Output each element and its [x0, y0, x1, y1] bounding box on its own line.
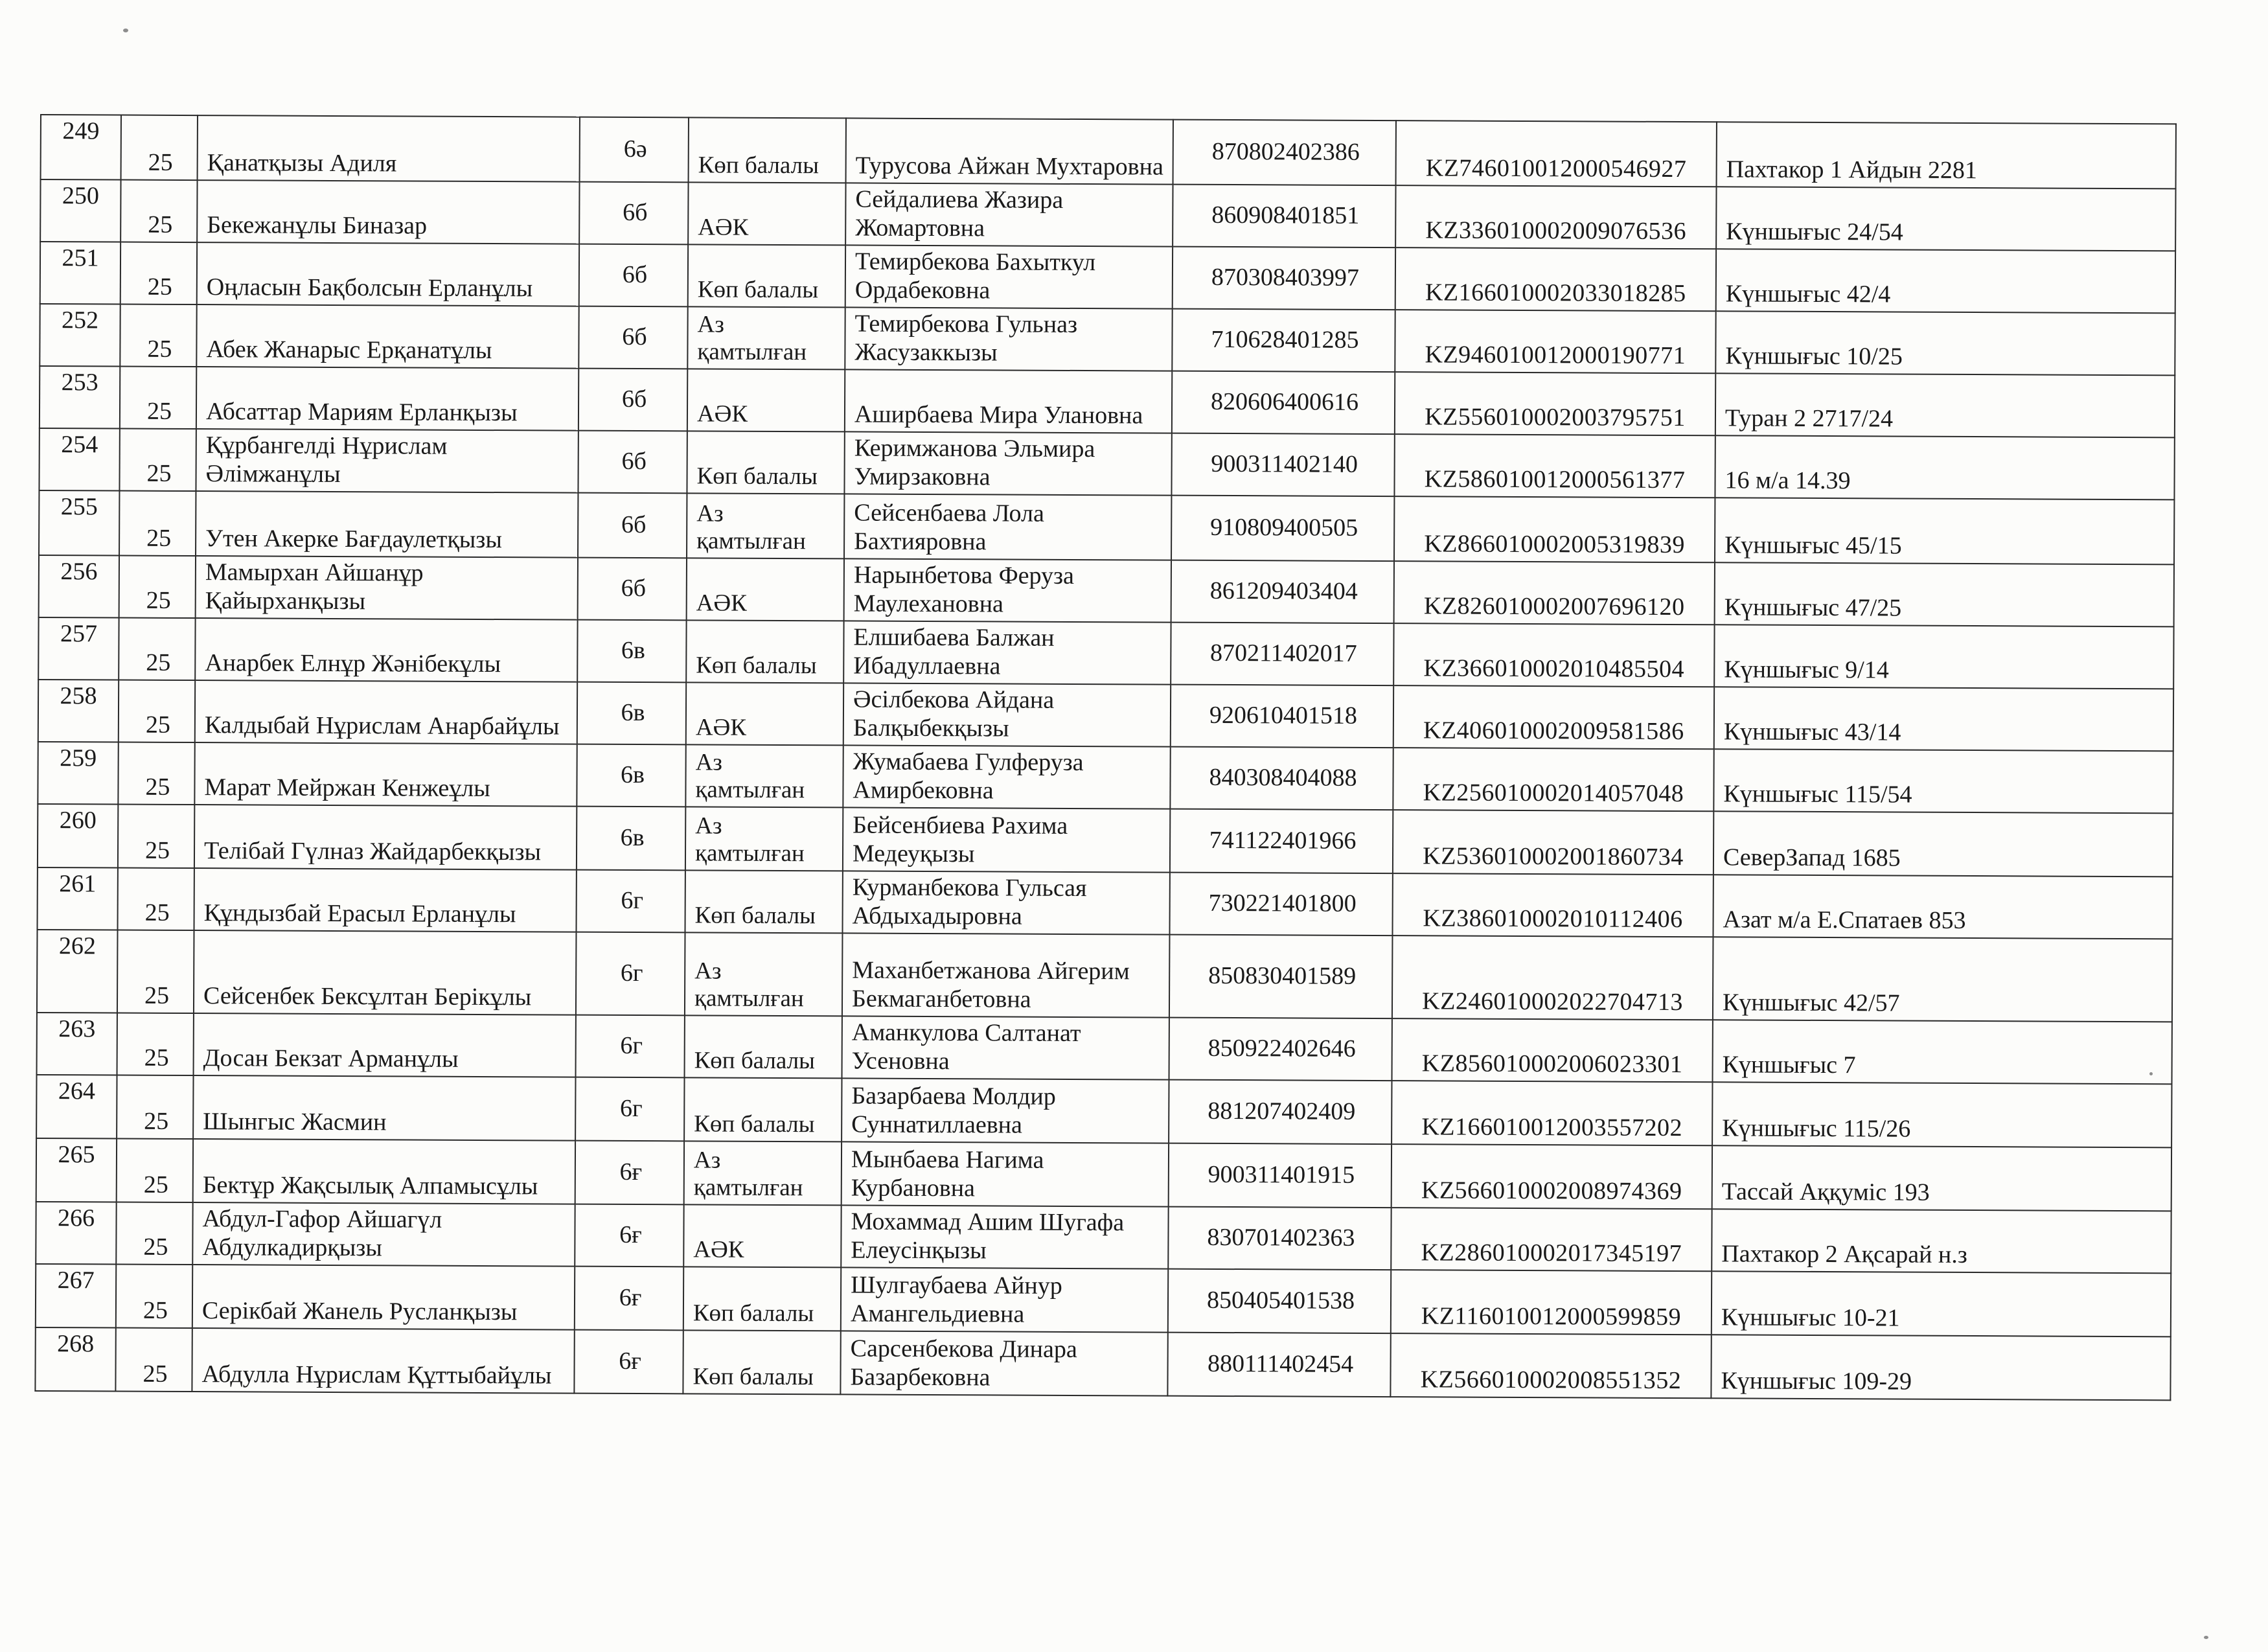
- class-grade: 6б: [579, 182, 688, 245]
- family-status: Көп балалы: [685, 1015, 842, 1078]
- class-grade: 6ғ: [575, 1141, 684, 1205]
- parent-name: Турусова Айжан Мухтаровна: [846, 118, 1173, 184]
- home-address: Күншығыс 115/54: [1713, 749, 2173, 813]
- home-address: Күншығыс 43/14: [1714, 687, 2173, 751]
- group-number: 25: [120, 242, 197, 305]
- home-address: Күншығыс 115/26: [1712, 1082, 2171, 1147]
- row-number: 260: [38, 804, 118, 868]
- bank-account: KZ866010002005319839: [1394, 496, 1715, 562]
- home-address: Тассай Аққуміс 193: [1712, 1145, 2171, 1211]
- parent-name: Темирбекова Бахыткул Ордабековна: [845, 245, 1173, 308]
- bank-account: KZ566010002008551352: [1390, 1333, 1711, 1398]
- home-address: Пахтакор 2 Ақсарай н.з: [1712, 1209, 2171, 1273]
- bank-account: KZ166010012003557202: [1392, 1081, 1712, 1145]
- group-number: 25: [118, 742, 194, 805]
- student-name: Құндызбай Ерасыл Ерланұлы: [194, 868, 577, 932]
- document-sheet: [34, 114, 2175, 1401]
- home-address: 16 м/а 14.39: [1715, 435, 2174, 499]
- table-row: [39, 428, 2174, 499]
- student-name: Калдыбай Нұрислам Анарбайұлы: [195, 680, 577, 744]
- table-row: [36, 1202, 2171, 1273]
- group-number: 25: [115, 1328, 192, 1392]
- family-status: Көп балалы: [687, 431, 844, 494]
- parent-name: Шулгаубаева Айнур Амангельдиевна: [841, 1267, 1168, 1332]
- home-address: Күншығыс 42/4: [1716, 249, 2175, 313]
- parent-iin: 880111402454: [1167, 1333, 1390, 1397]
- parent-iin: 850830401589: [1169, 935, 1393, 1018]
- table-row: [38, 680, 2173, 751]
- group-number: 25: [120, 180, 197, 243]
- parent-name: Аманкулова Салтанат Усеновна: [842, 1016, 1169, 1079]
- family-status: АӘК: [687, 369, 845, 431]
- bank-account: KZ536010002001860734: [1393, 810, 1713, 875]
- row-number: 268: [35, 1327, 115, 1392]
- class-grade: 6г: [576, 932, 685, 1016]
- row-number: 266: [36, 1202, 116, 1265]
- group-number: 25: [119, 429, 196, 492]
- row-number: 253: [40, 366, 120, 429]
- parent-iin: 840308404088: [1170, 747, 1393, 810]
- family-status: АӘК: [686, 682, 843, 745]
- family-status: Аз қамтылған: [687, 306, 845, 369]
- parent-iin: 850922402646: [1169, 1018, 1392, 1081]
- row-number: 258: [38, 680, 119, 742]
- class-grade: 6б: [579, 244, 688, 307]
- parent-name: Әсілбекова Айдана Балқыбекқызы: [843, 683, 1171, 746]
- parent-iin: 920610401518: [1171, 685, 1393, 748]
- student-name: Абек Жанарыс Ерқанатұлы: [196, 304, 578, 369]
- home-address: Күншығыс 10/25: [1715, 311, 2175, 375]
- family-status: АӘК: [688, 182, 845, 245]
- student-name: Мамырхан Айшанұр Қайырханқызы: [196, 556, 578, 620]
- family-status: Көп балалы: [686, 620, 843, 683]
- row-number: 251: [40, 242, 120, 304]
- home-address: Азат м/а Е.Спатаев 853: [1713, 875, 2172, 939]
- table-row: [36, 1075, 2171, 1147]
- class-grade: 6в: [577, 807, 685, 871]
- group-number: 25: [119, 680, 195, 743]
- home-address: Күншығыс 47/25: [1715, 562, 2174, 626]
- row-number: 261: [38, 867, 118, 930]
- bank-account: KZ336010002009076536: [1395, 185, 1716, 249]
- class-grade: 6в: [577, 682, 686, 745]
- scan-speck: [123, 29, 128, 32]
- parent-iin: 870802402386: [1173, 120, 1396, 186]
- parent-name: Курманбекова Гульсая Абдыхадыровна: [842, 871, 1169, 934]
- parent-name: Бейсенбиева Рахима Медеуқызы: [843, 807, 1170, 872]
- bank-account: KZ166010002033018285: [1395, 247, 1716, 311]
- class-grade: 6г: [575, 1077, 684, 1141]
- parent-name: Мохаммад Ашим Шугафа Елеусінқызы: [841, 1205, 1168, 1268]
- parent-iin: 820606400616: [1172, 371, 1395, 435]
- parent-iin: 850405401538: [1168, 1269, 1391, 1334]
- home-address: Күншығыс 9/14: [1714, 625, 2173, 689]
- group-number: 25: [117, 1075, 193, 1140]
- row-number: 262: [37, 930, 118, 1013]
- row-number: 254: [39, 428, 119, 491]
- class-grade: 6ғ: [575, 1267, 683, 1331]
- parent-name: Керимжанова Эльмира Умирзаковна: [844, 431, 1171, 495]
- row-number: 259: [38, 742, 118, 805]
- parent-iin: 710628401285: [1172, 309, 1395, 373]
- parent-name: Базарбаева Молдир Суннатиллаевна: [842, 1078, 1169, 1143]
- home-address: Күншығыс 45/15: [1715, 498, 2174, 564]
- student-name: Оңласын Бақболсын Ерланұлы: [197, 242, 579, 306]
- group-number: 25: [120, 304, 196, 367]
- bank-account: KZ856010002006023301: [1392, 1018, 1713, 1082]
- bank-account: KZ116010012000599859: [1391, 1270, 1712, 1335]
- parent-iin: 730221401800: [1169, 873, 1392, 936]
- class-grade: 6в: [577, 620, 686, 683]
- student-name: Шынгыс Жасмин: [193, 1075, 575, 1141]
- bank-account: KZ406010002009581586: [1393, 685, 1714, 749]
- row-number: 249: [41, 115, 121, 180]
- bank-account: KZ826010002007696120: [1394, 561, 1715, 625]
- parent-name: Мынбаева Нагима Курбановна: [842, 1141, 1169, 1206]
- group-number: 25: [117, 1013, 194, 1076]
- family-status: Көп балалы: [683, 1267, 841, 1331]
- table-row: [40, 366, 2175, 437]
- row-number: 250: [40, 179, 120, 242]
- table-row: [35, 1327, 2170, 1400]
- student-name: Қанатқызы Адиля: [198, 115, 580, 182]
- home-address: Туран 2 2717/24: [1715, 373, 2175, 437]
- bank-account: KZ556010002003795751: [1395, 372, 1715, 435]
- class-grade: 6б: [578, 558, 687, 621]
- parent-name: Елшибаева Балжан Ибадуллаевна: [843, 621, 1171, 684]
- family-status: Көп балалы: [688, 244, 845, 307]
- bank-account: KZ286010002017345197: [1391, 1208, 1712, 1271]
- family-status: АӘК: [683, 1204, 841, 1267]
- group-number: 25: [116, 1202, 192, 1265]
- home-address: Күншығыс 109-29: [1711, 1335, 2170, 1400]
- group-number: 25: [120, 367, 196, 430]
- class-grade: 6б: [578, 431, 687, 494]
- row-number: 263: [37, 1013, 117, 1075]
- parent-iin: 830701402363: [1168, 1207, 1391, 1270]
- parent-iin: 861209403404: [1171, 560, 1394, 624]
- student-name: Құрбангелді Нұрислам Әлімжанұлы: [196, 429, 578, 493]
- row-number: 257: [38, 617, 119, 680]
- family-status: Аз қамтылған: [685, 744, 843, 807]
- bank-account: KZ366010002010485504: [1393, 623, 1714, 687]
- table-row: [38, 867, 2173, 939]
- parent-iin: 870308403997: [1173, 247, 1395, 310]
- student-name: Серікбай Жанель Русланқызы: [192, 1265, 575, 1330]
- family-status: Көп балалы: [683, 1330, 840, 1394]
- parent-iin: 860908401851: [1173, 185, 1395, 248]
- family-status: АӘК: [687, 558, 844, 621]
- parent-iin: 910809400505: [1171, 496, 1394, 562]
- bank-account: KZ566010002008974369: [1392, 1144, 1712, 1209]
- class-grade: 6б: [578, 306, 687, 369]
- parent-name: Нарынбетова Феруза Маулехановна: [844, 558, 1171, 622]
- table-row: [39, 555, 2174, 626]
- family-status: Аз қамтылған: [687, 493, 844, 558]
- group-number: 25: [118, 805, 194, 869]
- table-row: [37, 930, 2173, 1022]
- table-row: [39, 490, 2174, 564]
- group-number: 25: [117, 930, 194, 1014]
- table-row: [38, 804, 2173, 877]
- family-status: Аз қамтылған: [685, 932, 843, 1016]
- parent-name: Сейдалиева Жазира Жомартовна: [845, 183, 1173, 246]
- class-grade: 6б: [578, 369, 687, 431]
- family-status: Аз қамтылған: [685, 807, 843, 871]
- student-name: Бекежанұлы Биназар: [197, 180, 579, 244]
- parent-iin: 881207402409: [1169, 1080, 1392, 1145]
- group-number: 25: [117, 1139, 193, 1203]
- group-number: 25: [118, 868, 194, 931]
- class-grade: 6ғ: [574, 1330, 683, 1394]
- table-row: [36, 1138, 2171, 1211]
- table-row: [40, 179, 2175, 251]
- parent-name: Темирбекова Гульназ Жасузаккызы: [845, 307, 1172, 371]
- table-row: [40, 304, 2175, 375]
- row-number: 256: [39, 555, 119, 618]
- class-grade: 6г: [576, 1015, 685, 1078]
- table-row: [38, 617, 2173, 689]
- class-grade: 6ғ: [575, 1204, 683, 1267]
- parent-name: Маханбетжанова Айгерим Бекмаганбетовна: [842, 933, 1170, 1017]
- class-grade: 6б: [578, 493, 687, 558]
- beneficiary-table: [34, 114, 2177, 1401]
- scan-speck: [2204, 1636, 2208, 1639]
- table-row: [38, 742, 2173, 813]
- parent-iin: 900311402140: [1171, 433, 1394, 497]
- group-number: 25: [119, 491, 196, 556]
- parent-name: Жумабаева Гулферуза Амирбековна: [843, 745, 1170, 809]
- table-row: [41, 115, 2176, 189]
- student-name: Абдулла Нұрислам Құттыбайұлы: [192, 1328, 574, 1394]
- table-row: [40, 242, 2175, 313]
- group-number: 25: [119, 556, 196, 619]
- student-name: Анарбек Елнұр Жәнібекұлы: [195, 618, 577, 682]
- bank-account: KZ946010012000190771: [1395, 310, 1715, 373]
- home-address: СеверЗапад 1685: [1713, 811, 2173, 877]
- student-name: Сейсенбек Бексұлтан Берікұлы: [194, 930, 577, 1015]
- class-grade: 6в: [577, 744, 685, 807]
- table-row: [36, 1264, 2171, 1337]
- student-name: Абсаттар Мариям Ерланқызы: [196, 367, 578, 431]
- parent-iin: 741122401966: [1170, 809, 1393, 874]
- student-name: Телібай Гүлназ Жайдарбекқызы: [194, 805, 577, 870]
- bank-account: KZ386010002010112406: [1392, 873, 1713, 937]
- scan-speck: [2149, 1072, 2153, 1075]
- home-address: Күншығыс 42/57: [1713, 937, 2173, 1022]
- parent-name: Сарсенбекова Динара Базарбековна: [840, 1331, 1167, 1395]
- parent-name: Аширбаева Мира Улановна: [845, 369, 1172, 433]
- row-number: 267: [36, 1264, 116, 1328]
- family-status: Көп балалы: [689, 117, 846, 183]
- home-address: Күншығыс 24/54: [1716, 187, 2175, 251]
- student-name: Утен Акерке Бағдаулетқызы: [196, 491, 578, 558]
- home-address: Күншығыс 7: [1713, 1020, 2172, 1084]
- home-address: Күншығыс 10-21: [1712, 1271, 2171, 1337]
- family-status: Көп балалы: [684, 1077, 842, 1141]
- parent-iin: 870211402017: [1171, 623, 1393, 686]
- student-name: Марат Мейржан Кенжеұлы: [194, 742, 577, 807]
- table-body: [35, 115, 2176, 1400]
- student-name: Досан Бекзат Арманұлы: [194, 1013, 576, 1077]
- group-number: 25: [116, 1265, 192, 1329]
- bank-account: KZ746010012000546927: [1396, 120, 1717, 187]
- row-number: 265: [36, 1138, 117, 1202]
- student-name: Абдул-Гафор Айшагүл Абдулкадирқызы: [192, 1202, 575, 1267]
- family-status: Аз қамтылған: [684, 1141, 842, 1205]
- student-name: Бектұр Жақсылық Алпамысұлы: [193, 1139, 575, 1204]
- row-number: 252: [40, 304, 120, 367]
- table-row: [37, 1013, 2172, 1084]
- bank-account: KZ586010012000561377: [1394, 434, 1715, 498]
- bank-account: KZ256010002014057048: [1393, 748, 1713, 811]
- row-number: 255: [39, 490, 119, 556]
- row-number: 264: [36, 1075, 117, 1139]
- parent-iin: 900311401915: [1169, 1143, 1392, 1208]
- group-number: 25: [121, 115, 198, 181]
- class-grade: 6ә: [580, 117, 689, 183]
- family-status: Көп балалы: [685, 870, 842, 933]
- bank-account: KZ246010002022704713: [1392, 935, 1713, 1020]
- class-grade: 6г: [576, 870, 685, 933]
- home-address: Пахтакор 1 Айдын 2281: [1717, 122, 2176, 189]
- group-number: 25: [119, 618, 195, 681]
- parent-name: Сейсенбаева Лола Бахтияровна: [844, 494, 1171, 560]
